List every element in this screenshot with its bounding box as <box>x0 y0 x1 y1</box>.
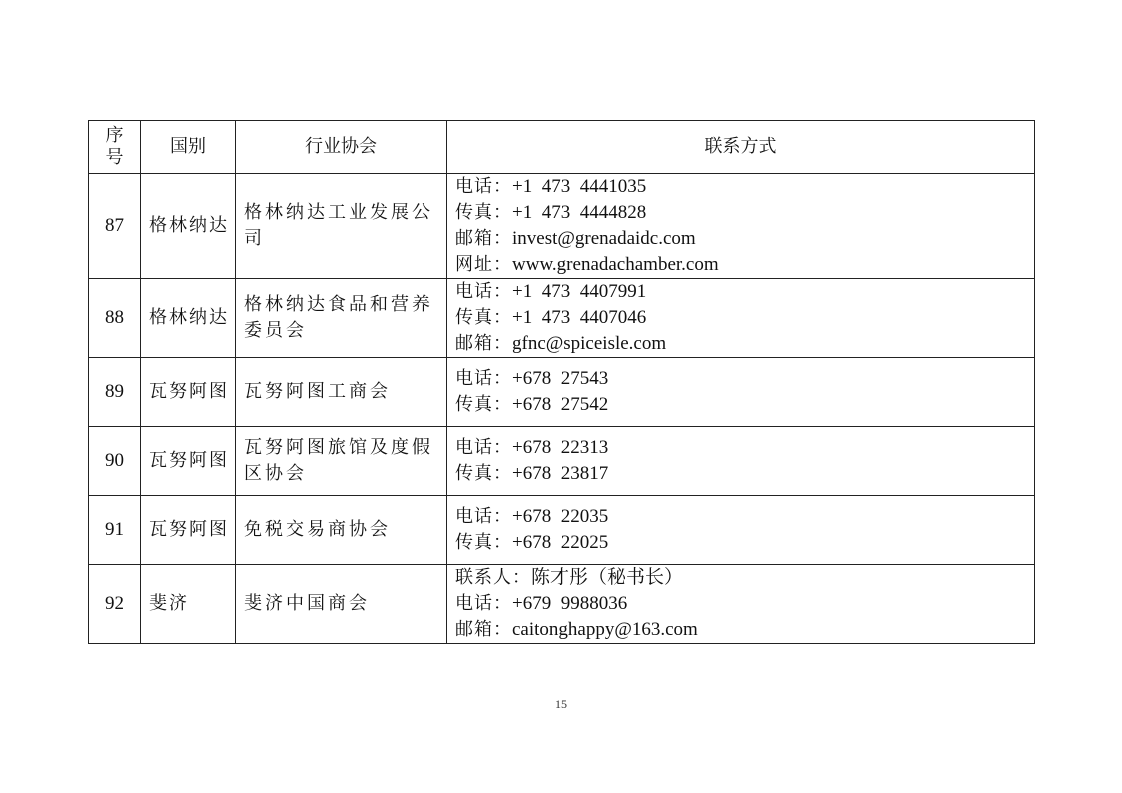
contact-label: 传真： <box>455 532 512 553</box>
contact-value: invest@grenadaidc.com <box>512 228 696 249</box>
table-row <box>89 496 1035 565</box>
contact-label: 传真： <box>455 202 512 223</box>
contact-line <box>455 392 1034 418</box>
contact-value: +679 9988036 <box>512 593 628 614</box>
row-contact <box>447 565 1035 644</box>
contact-label: 电话： <box>455 176 512 197</box>
table-row <box>89 279 1035 358</box>
row-contact <box>447 174 1035 279</box>
contact-value: +1 473 4407991 <box>512 281 647 302</box>
contact-label: 邮箱： <box>455 228 512 249</box>
contact-value: +1 473 4441035 <box>512 176 647 197</box>
header-association: 行业协会 <box>236 121 447 174</box>
contact-value: 陈才彤（秘书长） <box>531 567 684 588</box>
row-contact <box>447 358 1035 427</box>
contact-line <box>455 435 1034 461</box>
contact-label: 邮箱： <box>455 333 512 354</box>
contact-line <box>455 252 1034 278</box>
contact-line <box>455 504 1034 530</box>
header-contact: 联系方式 <box>447 121 1035 174</box>
table-body <box>89 174 1035 644</box>
contact-value: gfnc@spiceisle.com <box>512 333 667 354</box>
contact-line <box>455 617 1034 643</box>
contact-line <box>455 366 1034 392</box>
row-number: 88 <box>89 279 141 358</box>
row-country: 格林纳达 <box>141 174 236 279</box>
contact-label: 传真： <box>455 463 512 484</box>
contact-value: +678 27542 <box>512 394 609 415</box>
contact-label: 电话： <box>455 281 512 302</box>
row-contact <box>447 496 1035 565</box>
contact-label: 电话： <box>455 593 512 614</box>
row-number: 87 <box>89 174 141 279</box>
header-country: 国别 <box>141 121 236 174</box>
contact-value: +678 27543 <box>512 368 609 389</box>
row-country: 格林纳达 <box>141 279 236 358</box>
table-row <box>89 358 1035 427</box>
contact-line <box>455 305 1034 331</box>
row-association: 瓦努阿图工商会 <box>236 358 447 427</box>
table-header-row <box>89 121 1035 174</box>
association-table <box>88 120 1035 644</box>
row-country: 瓦努阿图 <box>141 358 236 427</box>
row-association: 格林纳达食品和营养委员会 <box>236 279 447 358</box>
table-row <box>89 565 1035 644</box>
row-association: 格林纳达工业发展公司 <box>236 174 447 279</box>
contact-label: 邮箱： <box>455 619 512 640</box>
contact-line <box>455 591 1034 617</box>
contact-label: 联系人： <box>455 567 531 588</box>
row-number: 91 <box>89 496 141 565</box>
row-contact <box>447 427 1035 496</box>
row-country: 瓦努阿图 <box>141 496 236 565</box>
contact-value: +678 22035 <box>512 506 609 527</box>
contact-line <box>455 279 1034 305</box>
contact-label: 传真： <box>455 394 512 415</box>
header-number-line1: 序 <box>105 125 124 146</box>
header-number <box>89 121 141 174</box>
contact-line <box>455 226 1034 252</box>
header-number-line2: 号 <box>105 147 124 168</box>
row-association: 瓦努阿图旅馆及度假区协会 <box>236 427 447 496</box>
row-number: 89 <box>89 358 141 427</box>
contact-label: 电话： <box>455 506 512 527</box>
contact-value: +1 473 4444828 <box>512 202 647 223</box>
contact-label: 电话： <box>455 437 512 458</box>
row-association: 斐济中国商会 <box>236 565 447 644</box>
row-country: 瓦努阿图 <box>141 427 236 496</box>
contact-label: 网址： <box>455 254 512 275</box>
contact-line <box>455 200 1034 226</box>
contact-line <box>455 461 1034 487</box>
row-number: 92 <box>89 565 141 644</box>
contact-line <box>455 174 1034 200</box>
contact-value: www.grenadachamber.com <box>512 254 719 275</box>
contact-line <box>455 331 1034 357</box>
table-row <box>89 174 1035 279</box>
row-association: 免税交易商协会 <box>236 496 447 565</box>
contact-line <box>455 565 1034 591</box>
contact-value: +678 22025 <box>512 532 609 553</box>
row-contact <box>447 279 1035 358</box>
contact-label: 传真： <box>455 307 512 328</box>
contact-value: +678 23817 <box>512 463 609 484</box>
contact-value: caitonghappy@163.com <box>512 619 698 640</box>
contact-value: +678 22313 <box>512 437 609 458</box>
contact-line <box>455 530 1034 556</box>
row-country: 斐济 <box>141 565 236 644</box>
contact-label: 电话： <box>455 368 512 389</box>
table-row <box>89 427 1035 496</box>
page-number: 15 <box>555 697 567 711</box>
row-number: 90 <box>89 427 141 496</box>
contact-value: +1 473 4407046 <box>512 307 647 328</box>
